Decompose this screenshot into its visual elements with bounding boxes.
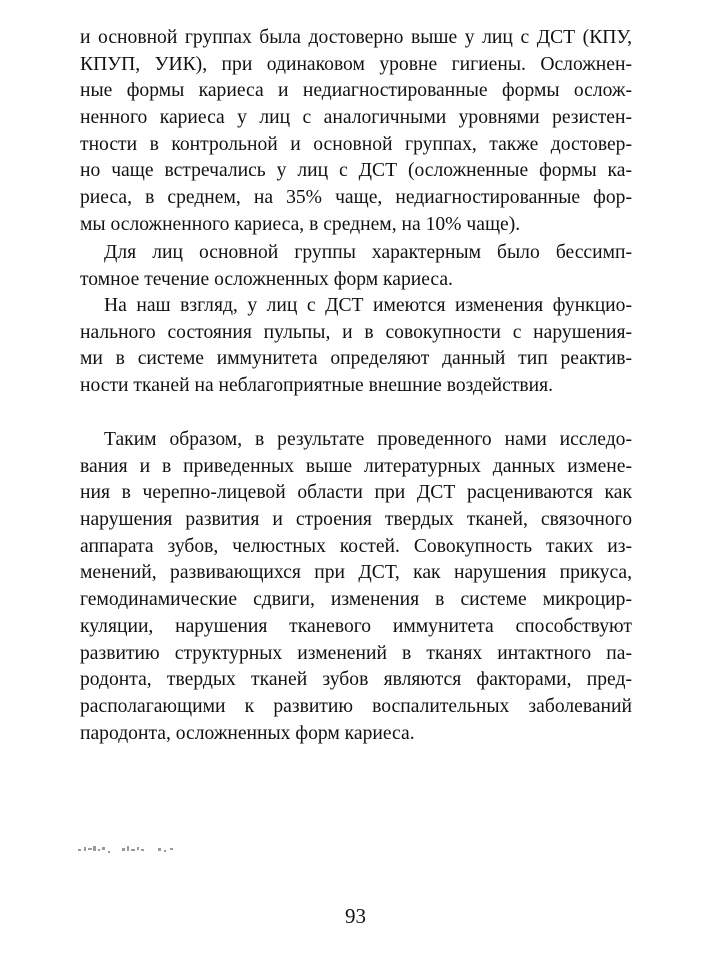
text-line: и основной группах была достоверно выше у лиц с ДСТ (КПУ, (80, 27, 632, 48)
text-line: нарушения развития и строения твердых тканей, связочного (80, 509, 632, 531)
text-line: Таким образом, в результате проведенного нами исследо- (104, 429, 632, 450)
text-line: мы осложненного кариеса, в среднем, на 10% чаще). (80, 213, 521, 235)
text-line: родонта, твердых тканей зубов являются факторами, пред- (80, 669, 632, 691)
text-line: риеса, в среднем, на 35% чаще, недиагностированные фор- (80, 187, 632, 209)
text-line: вания и в приведенных выше литературных данных измене- (80, 455, 632, 477)
paragraph-asymptomatic (80, 240, 632, 293)
text-line: ми в системе иммунитета определяют данный тип реактив- (80, 348, 632, 370)
text-line: гемодинамические сдвиги, изменения в системе микроцир- (80, 589, 632, 611)
text-line: менений, развивающихся при ДСТ, как нарушения прикуса, (80, 562, 632, 584)
text-line: пародонта, осложненных форм кариеса. (80, 722, 415, 744)
text-line: ности тканей на неблагоприятные внешние воздействия. (80, 375, 554, 397)
paragraph-continuation (80, 25, 632, 239)
text-line: томное течение осложненных форм кариеса. (80, 268, 453, 290)
text-line: располагающими к развитию воспалительных заболеваний (80, 695, 632, 717)
text-line: На наш взгляд, у лиц с ДСТ имеются изменения функцио- (104, 295, 632, 316)
text-line: нального состояния пульпы, и в совокупности с нарушения- (80, 321, 632, 343)
text-line: аппарата зубов, челюстных костей. Совокупность таких из- (80, 535, 632, 557)
text-line: Для лиц основной группы характерным было бессимп- (104, 242, 632, 263)
text-line: ненного кариеса у лиц с аналогичными уровнями резистен- (80, 107, 632, 129)
text-line: ния в черепно-лицевой области при ДСТ расцениваются как (80, 482, 632, 504)
paragraph-pulp (80, 293, 632, 400)
text-line: куляции, нарушения тканевого иммунитета способствуют (80, 615, 632, 637)
text-line: ные формы кариеса и недиагностированные формы ослож- (80, 80, 632, 102)
page-number: 93 (345, 904, 366, 928)
text-line: КПУП, УИК), при одинаковом уровне гигиены. Осложнен- (80, 53, 632, 75)
text-line: тности в контрольной и основной группах, также достовер- (80, 133, 632, 155)
paragraph-conclusion (80, 427, 632, 747)
scan-artifact (78, 838, 188, 860)
text-line: но чаще встречались у лиц с ДСТ (осложненные формы ка- (80, 160, 632, 182)
text-line: развитию структурных изменений в тканях интактного па- (80, 642, 632, 664)
